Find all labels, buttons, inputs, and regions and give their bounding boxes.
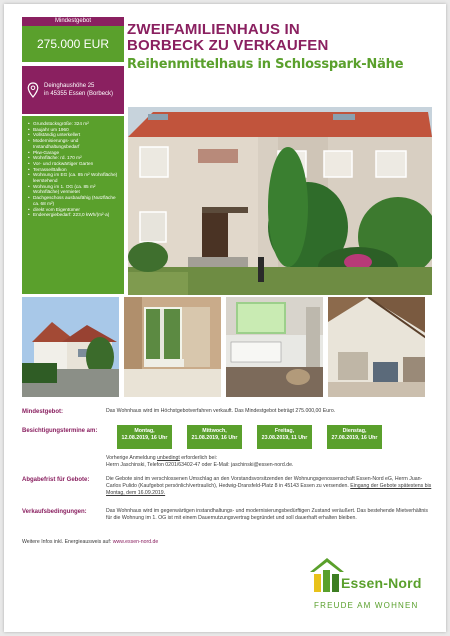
feature-item: • Vor- und rückwärtiger Garten <box>28 161 120 167</box>
registration-post: erforderlich bei: <box>179 455 218 461</box>
logo-name: Essen-Nord <box>341 575 422 591</box>
feature-item: • Modernisierungs- und Instandhaltungsbedarf <box>28 138 120 149</box>
feature-item: • Terrasse/Balkon <box>28 167 120 173</box>
abgabe-deadline: Eingang der Gebote spätestens bis Montag, dem 16.09.2019. <box>106 483 432 496</box>
appointment-4 <box>327 425 382 449</box>
photo-living-room <box>124 297 221 397</box>
logo-tagline: FREUDE AM WOHNEN <box>314 601 419 610</box>
feature-item: • Pkw-Garage <box>28 150 120 156</box>
abgabe-text: Die Gebote sind im verschlossenen Umschlag an den Vorstandsvorsitzenden der Wohnungsgenossenschaft Essen-Nord eG, Herrn Juan-Carlos Pulido (Kaufgebot persönlich/vertraulich), Hedwig-Dransfeld-Platz 8 in 45143 Essen zu versenden. <box>106 476 423 489</box>
registration-pre: Vorherige Anmeldung <box>106 455 158 461</box>
appointment-date: 27.08.2019, 16 Uhr <box>331 435 378 441</box>
address-line-2: in 45355 Essen (Borbeck) <box>44 91 114 97</box>
registration-note <box>106 455 432 469</box>
feature-item: • Baujahr um 1960 <box>28 127 120 133</box>
address-text <box>44 82 113 98</box>
section-text-mindestgebot: Das Wohnhaus wird im Höchstgebotverfahren verkauft. Das Mindestgebot beträgt 275.000,00 Euro. <box>106 408 336 414</box>
appointment-date: 12.08.2019, 16 Uhr <box>121 435 168 441</box>
features-list <box>22 116 124 294</box>
house-logo-icon <box>310 558 344 594</box>
title-line-2: BORBECK ZU VERKAUFEN <box>127 37 329 54</box>
appointment-date: 23.08.2019, 11 Uhr <box>261 435 308 441</box>
address-box <box>22 66 124 114</box>
section-label-termine: Besichtigungstermine am: <box>22 428 98 434</box>
appointment-day: Freitag, <box>274 428 295 434</box>
appointment-day: Montag, <box>134 428 155 434</box>
feature-item: • direkt vom Eigentümer <box>28 207 120 213</box>
appointment-2 <box>187 425 242 449</box>
photo-street-view <box>22 297 119 397</box>
feature-item: • Wohnung im 1. OG (ca. 85 m² Wohnfläche) vermietet <box>28 184 120 195</box>
registration-underlined: unbedingt <box>157 455 180 461</box>
feature-item: • Vollständig unterkellert <box>28 132 120 138</box>
feature-item: • Endenergiebedarf: 223,0 kWh/(m²·a) <box>28 212 120 218</box>
section-label-verkauf: Verkaufsbedingungen: <box>22 509 87 515</box>
price-label: Mindestgebot <box>22 17 124 26</box>
feature-item: • Grundstücksgröße: 324 m² <box>28 121 120 127</box>
address-line-1: Deinghaushöhe 25 <box>44 83 95 89</box>
appointment-1 <box>117 425 172 449</box>
feature-item: • Wohnfläche: rd. 170 m² <box>28 155 120 161</box>
section-text-abgabe <box>106 476 432 497</box>
appointment-day: Dienstag, <box>342 428 367 434</box>
section-text-verkauf: Das Wohnhaus wird im gegenwärtigen instandhaltungs- und modernisierungsbedürftigen Zustand veräußert. Das bestehende Mietverhältnis für die Wohnung im 1. OG ist mit einem Dauernutzungsvertrag begründet und soll dauerhaft erhalten bleiben. <box>106 508 428 521</box>
page-title <box>127 22 432 54</box>
website-link[interactable]: www.essen-nord.de <box>112 539 159 545</box>
appointment-3 <box>257 425 312 449</box>
page-subtitle: Reihenmittelhaus in Schlosspark-Nähe <box>127 57 404 72</box>
registration-contact: Herrn Jaschinski, Telefon 0201/63402-47 oder E-Mail: jaschinski@essen-nord.de. <box>106 462 294 468</box>
house-photo <box>128 107 432 295</box>
title-line-1: ZWEIFAMILIENHAUS IN <box>127 21 300 38</box>
flyer-page <box>4 4 446 632</box>
location-pin-icon <box>22 82 44 98</box>
feature-item: • Wohnung im EG (ca. 85 m² Wohnfläche) leerstehend <box>28 172 120 183</box>
appointment-date: 21.08.2019, 16 Uhr <box>191 435 238 441</box>
section-label-abgabe: Abgabefrist für Gebote: <box>22 477 90 483</box>
photo-attic <box>328 297 425 397</box>
more-info-text: Weitere Infos inkl. Energieausweis auf: <box>22 539 113 545</box>
price-value: 275.000 EUR <box>22 26 124 62</box>
appointment-day: Mittwoch, <box>202 428 227 434</box>
photo-bathroom <box>226 297 323 397</box>
feature-item: • Dachgeschoss ausbaufähig (Nutzfläche ca. 68 m²) <box>28 195 120 206</box>
section-label-mindestgebot: Mindestgebot: <box>22 409 63 415</box>
more-info <box>22 539 348 546</box>
